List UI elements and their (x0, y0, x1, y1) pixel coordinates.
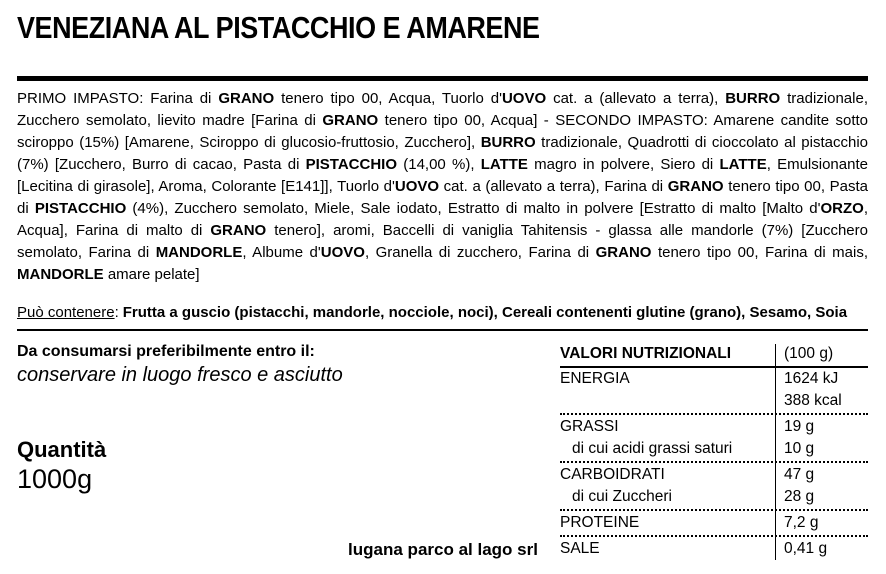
nutrition-row (560, 486, 868, 508)
storage-note: conservare in luogo fresco e asciutto (17, 364, 343, 386)
middle-divider (17, 329, 868, 331)
producer-name: lugana parco al lago srl (348, 540, 538, 559)
best-before-label: Da consumarsi preferibilmente entro il: (17, 343, 315, 360)
nutrition-row (560, 464, 868, 486)
nutrition-row (560, 438, 868, 460)
dotted-separator (560, 509, 868, 511)
nutrient-label: GRASSI (560, 418, 619, 435)
nutrient-value: 7,2 g (784, 514, 819, 531)
ingredients-paragraph: PRIMO IMPASTO: Farina di GRANO tenero tipo 00, Acqua, Tuorlo d'UOVO cat. a (allevato a terra), BURRO tradizionale, Zucchero semolato, lievito madre [Farina di GRANO tenero tipo 00, Acqua] - SECONDO IMPASTO: Amarene candite sotto sciroppo (15%) [Amarene, Sciroppo di glucosio-fruttosio, Zucchero], BURRO tradizionale, Quadrotti di cioccolato al pistacchio (7%) [Zucchero, Burro di cacao, Pasta di PISTACCHIO (14,00 %), LATTE magro in polvere, Siero di LATTE, Emulsionante [Lecitina di girasole], Aroma, Colorante [E141]], Tuorlo d'UOVO cat. a (allevato a terra), Farina di GRANO tenero tipo 00, Pasta di PISTACCHIO (4%), Zucchero semolato, Miele, Sale iodato, Estratto di malto in polvere [Estratto di malto [Malto d'ORZO, Acqua], Farina di malto di GRANO tenero], aromi, Baccelli di vaniglia Tahitensis - glassa alle mandorle (7%) [Zucchero semolato, Farina di MANDORLE, Albume d'UOVO, Granella di zucchero, Farina di GRANO tenero tipo 00, Farina di mais, MANDORLE amare pelate] (17, 90, 869, 283)
nutrition-table (560, 344, 868, 560)
top-divider (17, 76, 868, 81)
quantity-label: Quantità (17, 437, 107, 462)
nutrient-value: 1624 kJ 388 kcal (784, 370, 842, 409)
nutrition-per-quantity: (100 g) (784, 345, 834, 362)
nutrient-value: 0,41 g (784, 540, 828, 557)
nutrition-row (560, 512, 868, 534)
dotted-separator (560, 461, 868, 463)
nutrient-label: di cui acidi grassi saturi (572, 440, 733, 457)
nutrition-row (560, 368, 868, 412)
nutrition-header-row (560, 344, 868, 368)
nutrient-value: 10 g (784, 440, 815, 457)
table-vertical-divider (775, 344, 776, 560)
nutrient-value: 28 g (784, 488, 815, 505)
dotted-separator (560, 413, 868, 415)
quantity-value: 1000g (17, 464, 93, 494)
nutrient-label: di cui Zuccheri (572, 488, 672, 505)
nutrition-row (560, 416, 868, 438)
nutrition-rows (560, 368, 868, 560)
nutrient-value: 19 g (784, 418, 815, 435)
allergen-colon: : (114, 304, 119, 321)
nutrient-label: SALE (560, 540, 600, 557)
allergen-list: Frutta a guscio (pistacchi, mandorle, nocciole, noci), Cereali contenenti glutine (grano), Sesamo, Soia (122, 304, 848, 321)
nutrition-table-title: VALORI NUTRIZIONALI (560, 345, 732, 362)
product-name: VENEZIANA AL PISTACCHIO E AMARENE (17, 10, 540, 45)
nutrient-label: PROTEINE (560, 514, 640, 531)
dotted-separator (560, 535, 868, 537)
nutrition-row (560, 538, 868, 560)
nutrient-label: CARBOIDRATI (560, 466, 665, 483)
nutrient-label: ENERGIA (560, 370, 630, 387)
allergen-statement (17, 303, 868, 323)
nutrient-value: 47 g (784, 466, 815, 483)
allergen-label: Può contenere (17, 304, 115, 321)
